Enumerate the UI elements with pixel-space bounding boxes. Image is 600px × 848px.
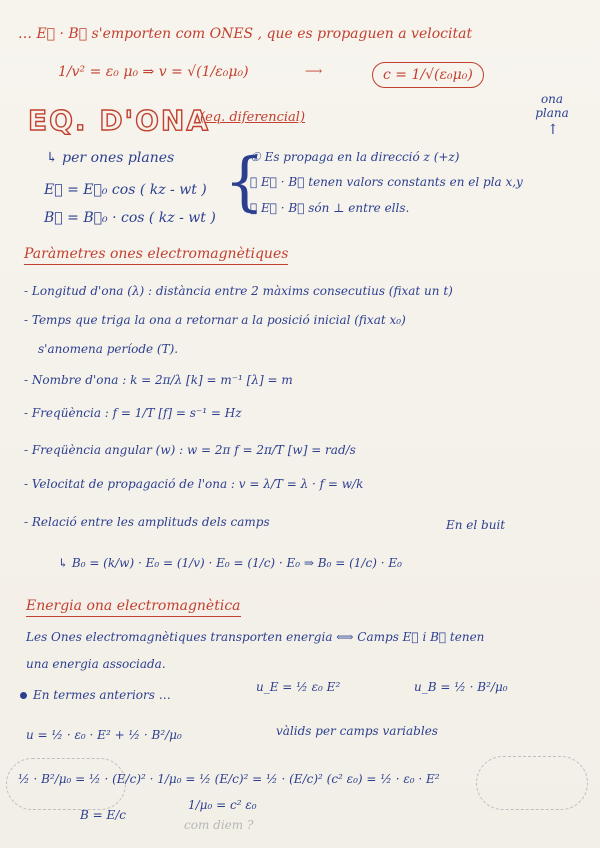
param-amplitude-relation: - Relació entre les amplituds dels camps [24, 515, 270, 529]
param-period-a: - Temps que triga la ona a retornar a la posició inicial (fixat x₀) [24, 313, 406, 327]
up-arrow-icon: ↑ [547, 122, 559, 138]
total-energy-density: u = ½ · ε₀ · E² + ½ · B²/μ₀ [26, 728, 182, 742]
highlight-right [476, 756, 588, 810]
condition-2: ② E⃗ · B⃗ tenen valors constants en el pla x,y [250, 175, 523, 189]
energy-density-E: u_E = ½ ε₀ E² [256, 680, 341, 694]
note-B-equals: B = E/c [80, 808, 127, 822]
vacuum-label: En el buit [446, 518, 506, 532]
plane-wave-intro: ↳ per ones planes [46, 150, 175, 166]
condition-1: ① Es propaga en la direcció z (+z) [250, 150, 460, 164]
page-title: EQ. D'ONA [28, 104, 211, 137]
param-wave-number: - Nombre d'ona : k = 2π/λ [k] = m⁻¹ [λ] = m [24, 373, 293, 387]
energy-chain-equation: ½ · B²/μ₀ = ½ · (E/c)² · 1/μ₀ = ½ (E/c)² = ½ · (E/c)² (c² ε₀) = ½ · ε₀ · E² [18, 772, 440, 786]
amplitude-equation: ↳ B₀ = (k/w) · E₀ = (1/v) · E₀ = (1/c) · E₀ ⇒ B₀ = (1/c) · E₀ [58, 556, 402, 570]
energy-text-3-label: En termes anteriors … [33, 688, 171, 702]
section-heading-energy: Energia ona electromagnètica [26, 598, 241, 617]
param-angular-frequency: - Freqüència angular (w) : w = 2π f = 2π/T [w] = rad/s [24, 443, 356, 457]
equation-E: E⃗ = E⃗₀ cos ( kz - wt ) [44, 182, 207, 198]
validity-note: vàlids per camps variables [276, 724, 438, 738]
header-line-2: 1/v² = ε₀ μ₀ ⇒ v = √(1/ε₀μ₀) [58, 64, 249, 80]
equation-B: B⃗ = B⃗₀ · cos ( kz - wt ) [44, 210, 216, 226]
page-subtitle: (eq. diferencial) [200, 110, 306, 125]
brace-icon: { [224, 145, 265, 219]
energy-text-2: una energia associada. [26, 657, 166, 671]
energy-density-B: u_B = ½ · B²/μ₀ [414, 680, 508, 694]
param-velocity: - Velocitat de propagació de l'ona : v = λ/T = λ · f = w/k [24, 477, 364, 491]
section-heading-parameters: Paràmetres ones electromagnètiques [24, 246, 288, 265]
param-period-b: s'anomena període (T). [38, 342, 179, 356]
bullet-icon [20, 692, 27, 699]
param-frequency: - Freqüència : f = 1/T [f] = s⁻¹ = Hz [24, 406, 242, 420]
param-wavelength: - Longitud d'ona (λ) : distància entre 2 màxims consecutius (fixat un t) [24, 284, 453, 298]
condition-3: ③ E⃗ · B⃗ són ⊥ entre ells. [250, 201, 410, 215]
energy-text-1: Les Ones electromagnètiques transporten energia ⟺ Camps E⃗ i B⃗ tenen [26, 630, 485, 644]
header-line-1: … E⃗ · B⃗ s'emporten com ONES , que es propaguen a velocitat [18, 26, 473, 42]
energy-text-3 [20, 688, 171, 702]
arrow-icon: ⟶ [305, 64, 323, 78]
side-label: ona plana [535, 92, 569, 120]
note-mu-relation: 1/μ₀ = c² ε₀ [188, 798, 257, 812]
note-question: com diem ? [184, 818, 254, 832]
speed-of-light-box: c = 1/√(ε₀μ₀) [372, 62, 484, 88]
